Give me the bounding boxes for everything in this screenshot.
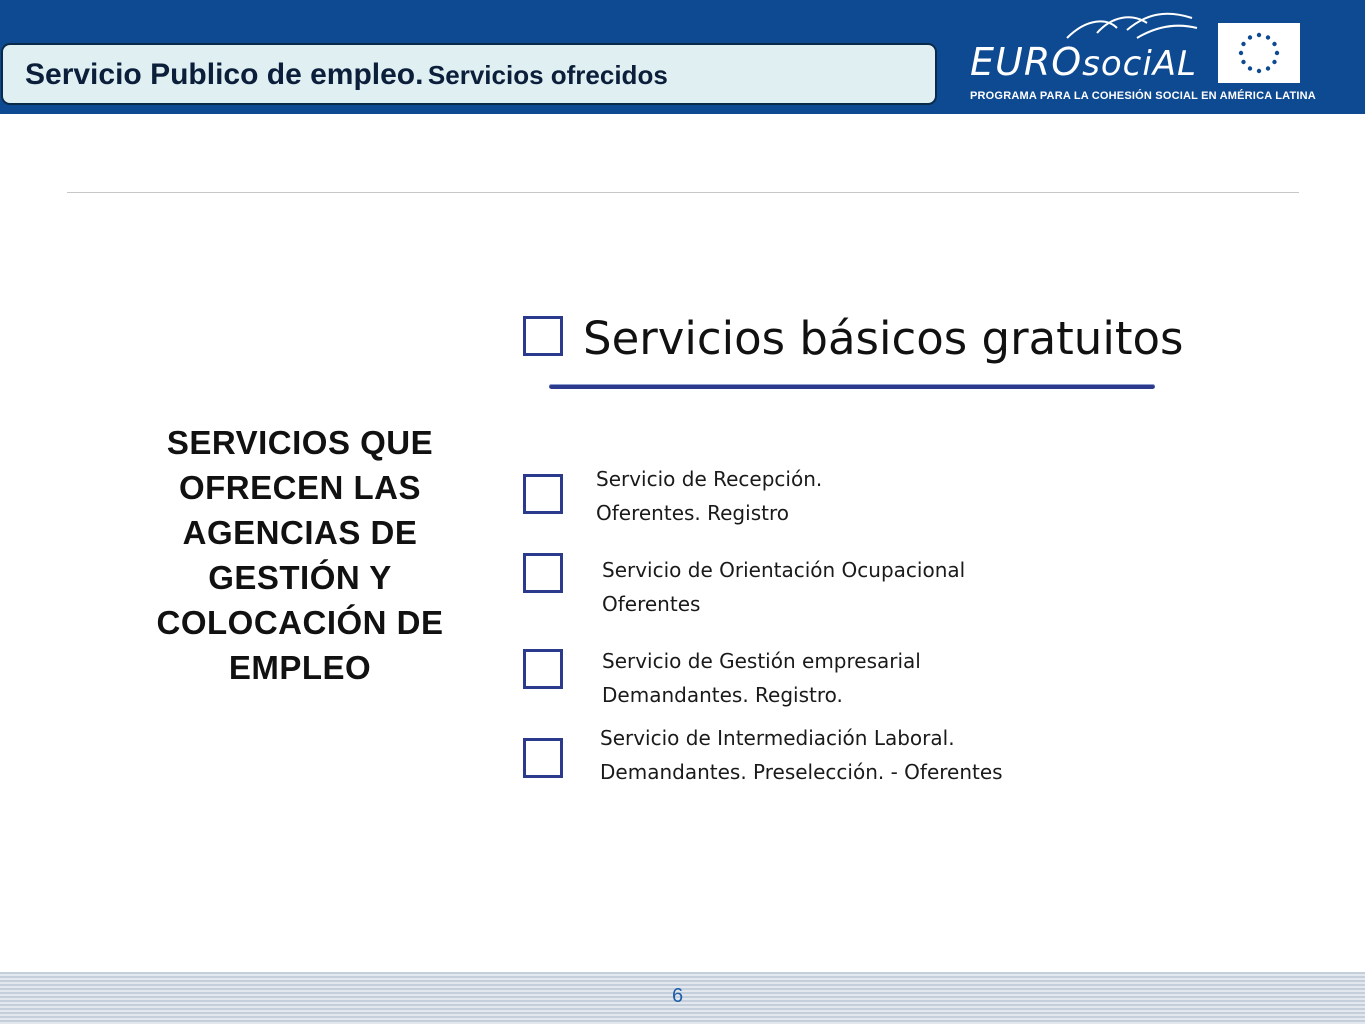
item-checkbox-intermediacion — [523, 738, 563, 778]
item-checkbox-orientacion — [523, 553, 563, 593]
list-item-gestion: Servicio de Gestión empresarial Demandantes. Registro. — [602, 649, 921, 707]
list-item-intermediacion: Servicio de Intermediación Laboral. Demandantes. Preselección. - Oferentes — [600, 726, 1003, 784]
eurosocial-logo — [962, 8, 1316, 108]
title-box — [1, 43, 937, 105]
logo-wordmark: EUROsociAL — [970, 40, 1197, 84]
page-number: 6 — [672, 985, 684, 1007]
divider — [67, 192, 1299, 193]
section-title: Servicios básicos gratuitos — [583, 312, 1184, 365]
list-item-recepcion: Servicio de Recepción. Oferentes. Registro — [596, 467, 823, 525]
page-title — [25, 58, 668, 92]
left-heading: SERVICIOS QUE OFRECEN LAS AGENCIAS DE GESTIÓN Y COLOCACIÓN DE EMPLEO — [156, 424, 444, 686]
list-item-orientacion: Servicio de Orientación Ocupacional Oferentes — [602, 558, 966, 616]
page-title-main: Servicio Publico de empleo. — [25, 58, 424, 91]
page-title-sub: Servicios ofrecidos — [427, 60, 668, 90]
logo-tagline: PROGRAMA PARA LA COHESIÓN SOCIAL EN AMÉRICA LATINA — [970, 90, 1316, 102]
section-checkbox — [523, 316, 563, 356]
item-checkbox-gestion — [523, 649, 563, 689]
section-underline — [549, 384, 1155, 389]
eu-flag-icon — [1218, 23, 1300, 83]
item-checkbox-recepcion — [523, 474, 563, 514]
